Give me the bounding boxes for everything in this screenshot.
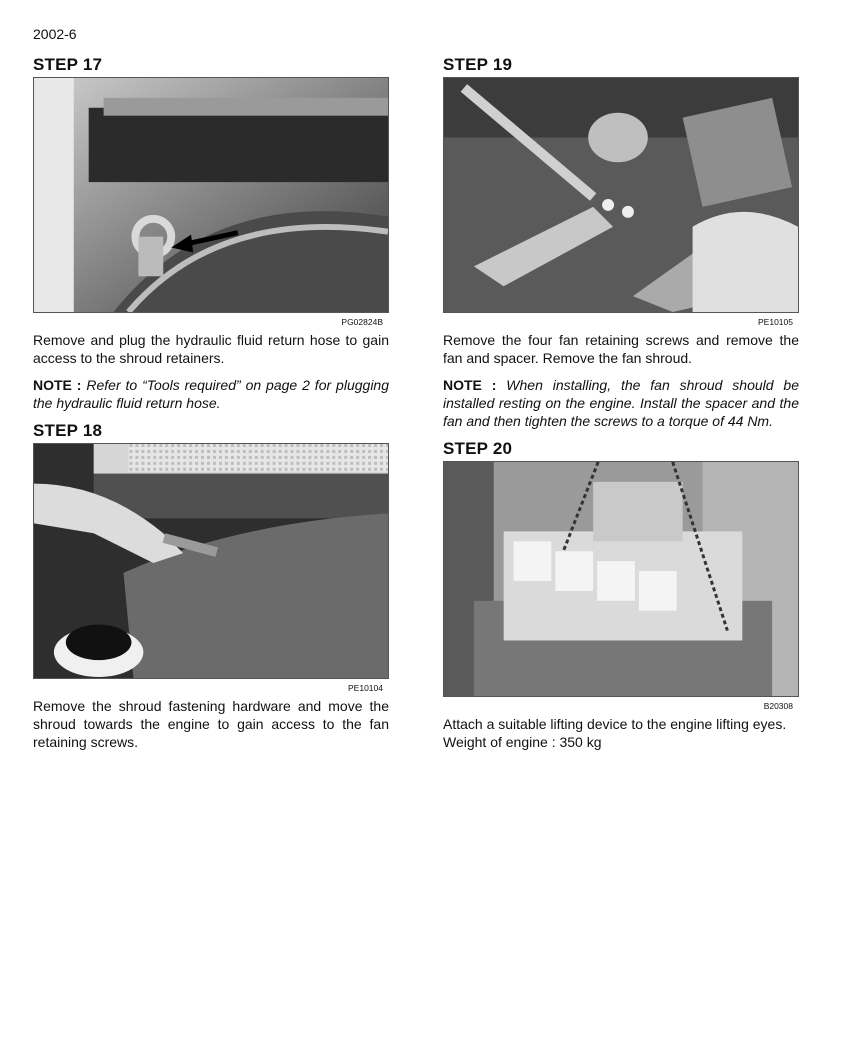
step-17-title: STEP 17 (33, 55, 103, 74)
step-20-image-ref: B20308 (763, 701, 793, 711)
step-19-title: STEP 19 (443, 55, 513, 74)
step-19-text: Remove the four fan retaining screws and remove the fan and spacer. Remove the fan shroud. (443, 332, 799, 366)
step-19-image-ref: PE10105 (758, 317, 793, 327)
step-18-image-ref: PE10104 (348, 683, 383, 693)
step-17-image-ref: PG02824B (341, 317, 383, 327)
step-20-text-line-1: Attach a suitable lifting device to the engine lifting eyes. (443, 716, 787, 732)
page-number: 2002-6 (33, 26, 77, 42)
step-18-text: Remove the shroud fastening hardware and move the shroud towards the engine to gain access to the fan retaining screws. (33, 698, 389, 750)
step-17-note-label: NOTE : (33, 377, 82, 393)
step-17-photo (33, 77, 389, 313)
step-20-title: STEP 20 (443, 439, 513, 458)
step-19-photo (443, 77, 799, 313)
step-17-note-text: Refer to “Tools required” on page 2 for plugging the hydraulic fluid return hose. (33, 377, 389, 411)
step-17-text: Remove and plug the hydraulic fluid return hose to gain access to the shroud retainers. (33, 332, 389, 366)
step-20-photo (443, 461, 799, 697)
step-19-note-label: NOTE : (443, 377, 497, 393)
step-19-note (443, 376, 799, 430)
step-20-text-line-2: Weight of engine : 350 kg (443, 734, 602, 750)
step-20-text (443, 715, 799, 751)
step-18-title: STEP 18 (33, 421, 103, 440)
step-18-photo (33, 443, 389, 679)
step-19-note-text: When installing, the fan shroud should be installed resting on the engine. Install the spacer and the fan and then tighten the screws to a torque of 44 Nm. (443, 377, 799, 429)
step-17-note (33, 376, 389, 412)
